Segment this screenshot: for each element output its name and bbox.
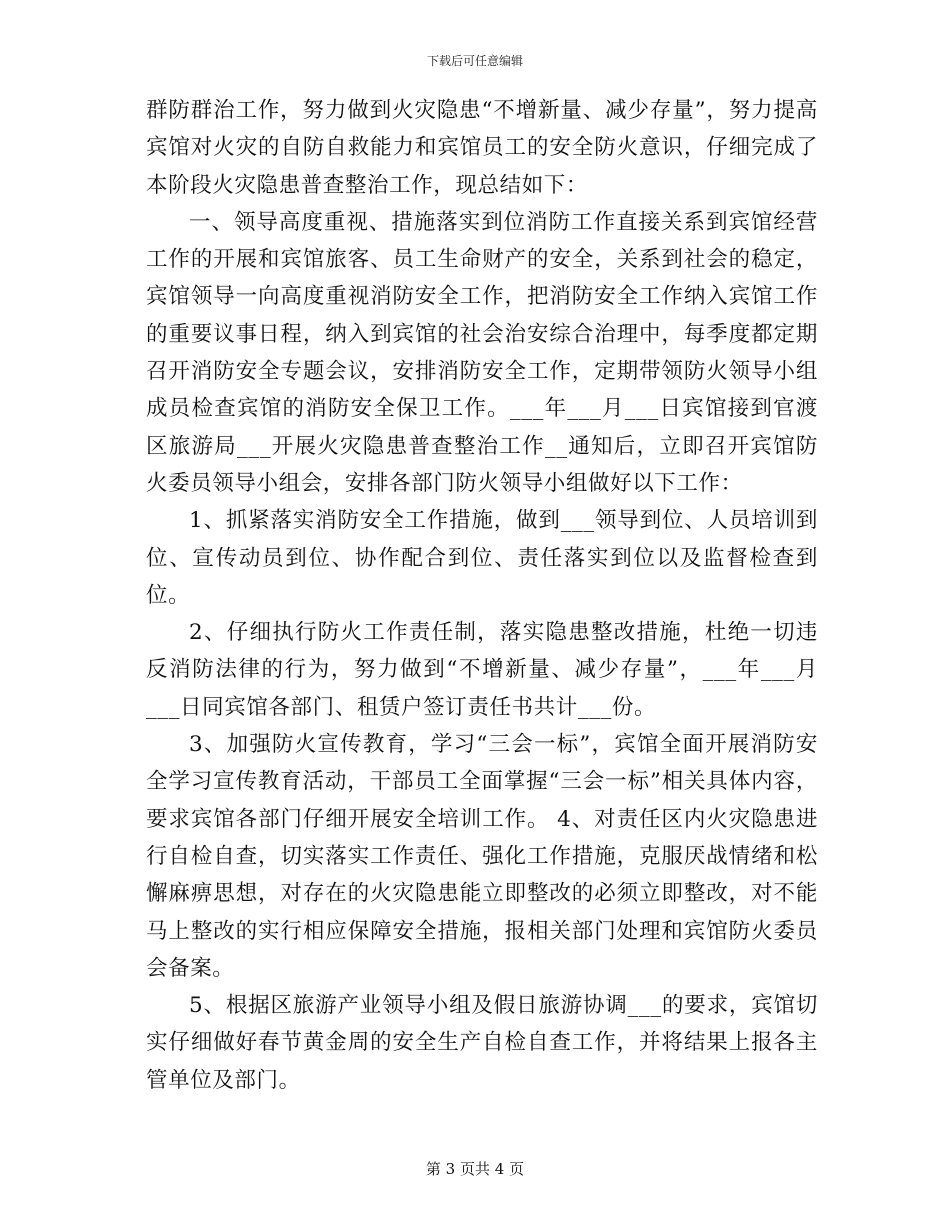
- document-body: [146, 92, 818, 1099]
- page-header: 下载后可任意编辑: [426, 54, 523, 68]
- page-footer: 第 3 页共 4 页: [425, 1160, 525, 1178]
- paragraph-section-one: 一、领导高度重视、措施落实到位消防工作直接关系到宾馆经营工作的开展和宾馆旅客、员工生命财产的安全，关系到社会的稳定，宾馆领导一向高度重视消防安全工作，把消防安全工作纳入宾馆工作的重要议事日程，纳入到宾馆的社会治安综合治理中，每季度都定期召开消防安全专题会议，安排消防安全工作，定期带领防火领导小组成员检查宾馆的消防安全保卫工作。___年___月___日宾馆接到官渡区旅游局___开展火灾隐患普查整治工作__通知后，立即召开宾馆防火委员领导小组会，安排各部门防火领导小组做好以下工作：: [146, 209, 818, 496]
- paragraph-continuation: 群防群治工作，努力做到火灾隐患“不增新量、减少存量”，努力提高宾馆对火灾的自防自救能力和宾馆员工的安全防火意识，仔细完成了本阶段火灾隐患普查整治工作，现总结如下：: [146, 98, 818, 198]
- paragraph-item-2: 2、仔细执行防火工作责任制，落实隐患整改措施，杜绝一切违反消防法律的行为，努力做到“不增新量、减少存量”，___年___月___日同宾馆各部门、租赁户签订责任书共计___份。: [146, 620, 818, 720]
- paragraph-item-1: 1、抓紧落实消防安全工作措施，做到___领导到位、人员培训到位、宣传动员到位、协作配合到位、责任落实到位以及监督检查到位。: [146, 508, 818, 608]
- paragraph-item-3-4: 3、加强防火宣传教育，学习“三会一标”，宾馆全面开展消防安全学习宣传教育活动，干部员工全面掌握“三会一标”相关具体内容，要求宾馆各部门仔细开展安全培训工作。 4、对责任区内火灾隐患进行自检自查，切实落实工作责任、强化工作措施，克服厌战情绪和松懈麻痹思想，对存在的火灾隐患能立即整改的必须立即整改，对不能马上整改的实行相应保障安全措施，报相关部门处理和宾馆防火委员会备案。: [146, 732, 818, 981]
- paragraph-item-5: 5、根据区旅游产业领导小组及假日旅游协调___的要求，宾馆切实仔细做好春节黄金周的安全生产自检自查工作，并将结果上报各主管单位及部门。: [146, 993, 818, 1093]
